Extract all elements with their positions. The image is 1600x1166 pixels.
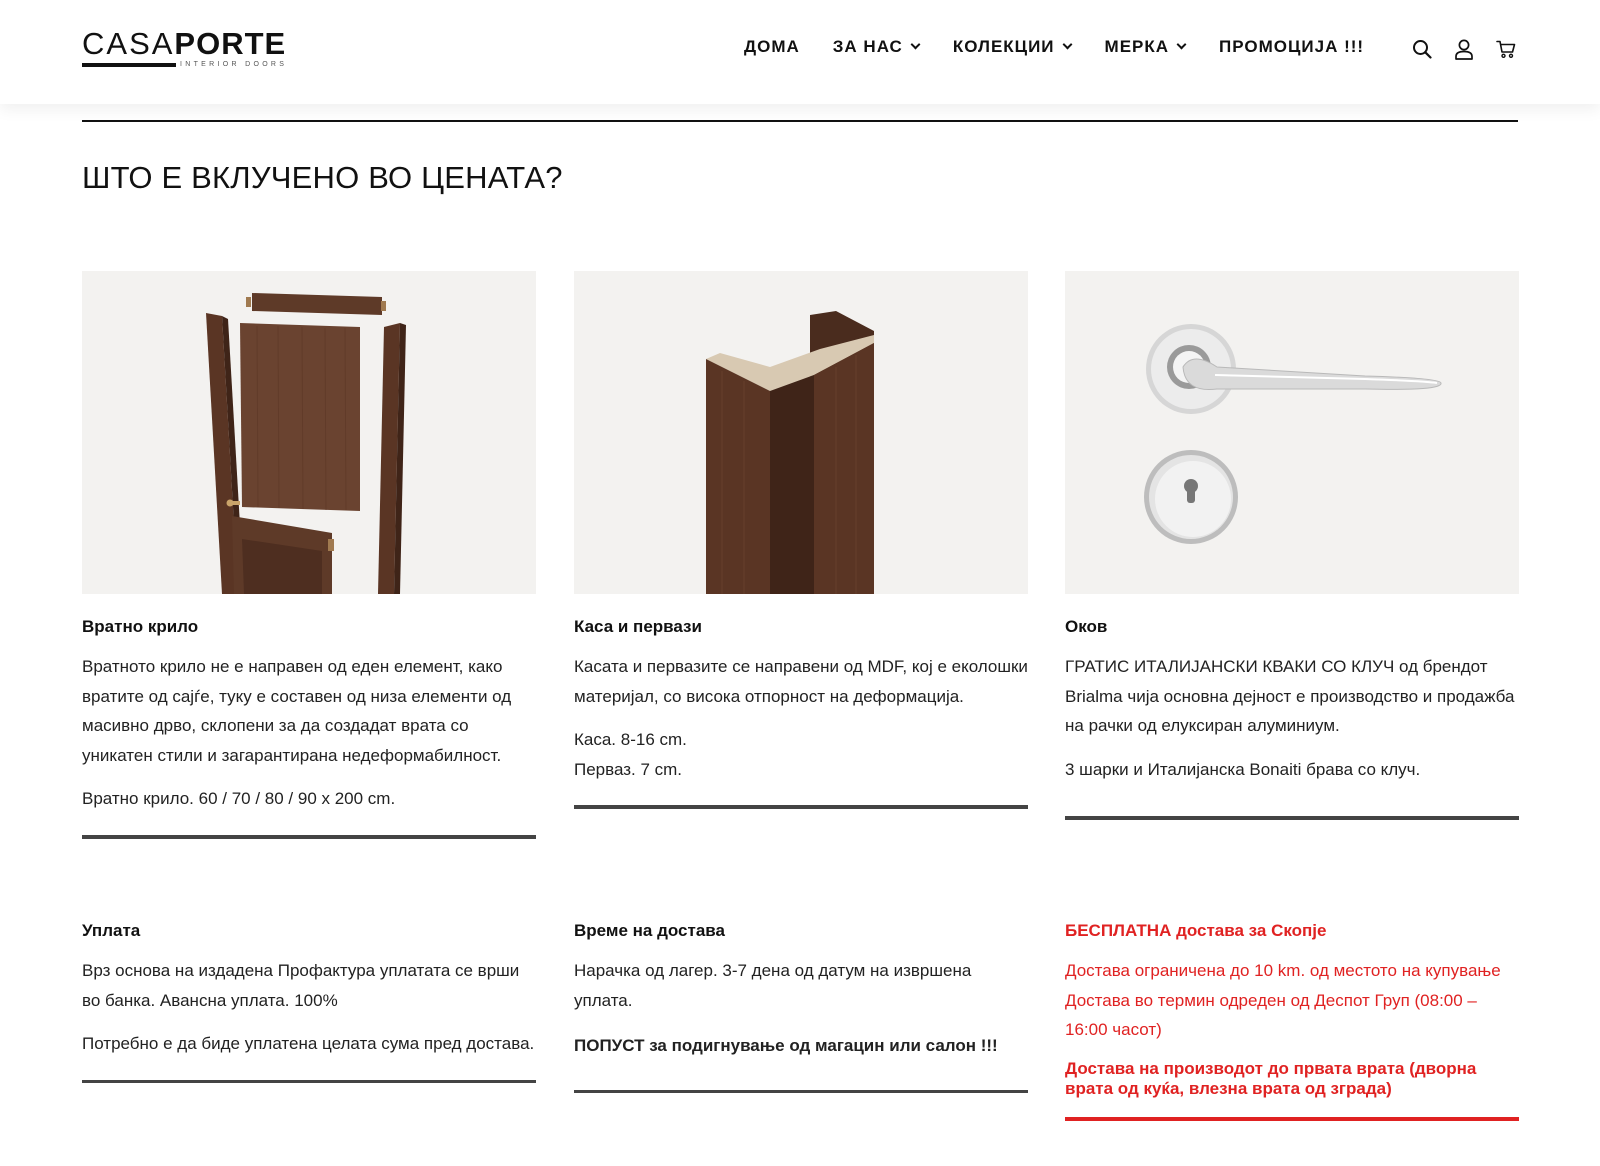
section-divider xyxy=(82,120,1518,122)
logo-wordmark xyxy=(82,28,302,59)
nav-item-measure[interactable] xyxy=(1105,37,1186,57)
door-leaf-image xyxy=(82,271,536,594)
card-text: Вратно крило. 60 / 70 / 80 / 90 x 200 cm. xyxy=(82,789,396,808)
card-delivery-time xyxy=(574,920,1028,1093)
nav-label: ПРОМОЦИЈА !!! xyxy=(1219,37,1365,56)
header-icons xyxy=(1411,38,1517,60)
nav-label: ДОМА xyxy=(744,37,800,56)
card-divider xyxy=(82,835,536,839)
card-text: Касата и первазите се направени од MDF, кој е еколошки материјал, со висока отпорност на деформација. xyxy=(574,657,1028,706)
nav-label: МЕРКА xyxy=(1104,37,1170,56)
frame-trim-image xyxy=(574,271,1028,594)
logo-tagline: INTERIOR DOORS xyxy=(180,61,288,68)
nav-item-home[interactable] xyxy=(744,37,800,57)
card-text-bold: Достава на производот до првата врата (дворна врата од куќа, влезна врата од зграда) xyxy=(1065,1058,1477,1098)
card-door-leaf xyxy=(82,271,536,839)
cart-icon[interactable] xyxy=(1495,38,1517,60)
card-text: Вратното крило не е направен од еден елемент, како вратите од сајѓе, туку е составен од низа елементи од масивно дрво, склопени за да создадат врата со уникатен стили и загарантирана недеформабилност. xyxy=(82,657,512,765)
nav-item-about[interactable] xyxy=(833,37,919,57)
card-text: Достава ограничена до 10 km. од местото на купување xyxy=(1065,961,1501,980)
card-title: Вратно крило xyxy=(82,617,199,636)
main-nav xyxy=(744,37,1364,57)
card-text: Врз основа на издадена Профактура уплатата се врши во банка. Авансна уплата. 100% xyxy=(82,961,520,1010)
card-title: Уплата xyxy=(82,921,141,940)
casaporte-logo[interactable] xyxy=(82,28,302,72)
card-text: 3 шарки и Италијанска Bonaiti брава со клуч. xyxy=(1065,759,1421,779)
card-text-bold: ПОПУСТ за подигнување од магацин или салон !!! xyxy=(574,1036,998,1055)
logo-word-porte: PORTE xyxy=(174,26,287,61)
door-handle-image xyxy=(1065,271,1519,594)
card-text: ГРАТИС ИТАЛИЈАНСКИ КВАКИ СО КЛУЧ од брендот Brialma чија основна дејност е производство и продажба на рачки од елуксиран алуминиум. xyxy=(1065,657,1515,735)
chevron-down-icon xyxy=(1062,40,1072,50)
user-icon[interactable] xyxy=(1453,38,1475,60)
card-hardware xyxy=(1065,271,1519,820)
chevron-down-icon xyxy=(1177,40,1187,50)
card-divider xyxy=(1065,1117,1519,1121)
card-text: Потребно е да биде уплатена целата сума пред достава. xyxy=(82,1034,535,1053)
card-title: Време на достава xyxy=(574,921,725,940)
site-header xyxy=(0,0,1600,104)
card-divider xyxy=(574,805,1028,809)
nav-item-collections[interactable] xyxy=(953,37,1071,57)
nav-label: КОЛЕКЦИИ xyxy=(952,37,1055,56)
card-title: Оков xyxy=(1065,617,1108,636)
nav-item-promotion[interactable] xyxy=(1219,37,1364,57)
card-payment xyxy=(82,920,536,1083)
card-text: Нарачка од лагер. 3-7 дена од датум на извршена уплата. xyxy=(574,961,972,1010)
card-text: Каса. 8-16 cm. xyxy=(574,730,687,749)
card-text: Перваз. 7 cm. xyxy=(574,759,683,779)
card-text: Достава во термин одреден од Деспот Груп (08:00 – 16:00 часот) xyxy=(1065,990,1477,1039)
logo-underline xyxy=(82,63,176,67)
card-divider xyxy=(574,1090,1028,1093)
logo-word-casa: CASA xyxy=(82,26,175,61)
nav-label: ЗА НАС xyxy=(832,37,903,56)
card-free-delivery xyxy=(1065,920,1519,1121)
search-icon[interactable] xyxy=(1411,38,1433,60)
chevron-down-icon xyxy=(910,40,920,50)
card-title: БЕСПЛАТНА достава за Скопје xyxy=(1065,921,1327,940)
card-frame-trim xyxy=(574,271,1028,809)
card-title: Каса и первази xyxy=(574,617,702,636)
card-divider xyxy=(82,1080,536,1083)
card-divider xyxy=(1065,816,1519,820)
page-title: ШТО Е ВКЛУЧЕНО ВО ЦЕНАТА? xyxy=(82,160,563,195)
